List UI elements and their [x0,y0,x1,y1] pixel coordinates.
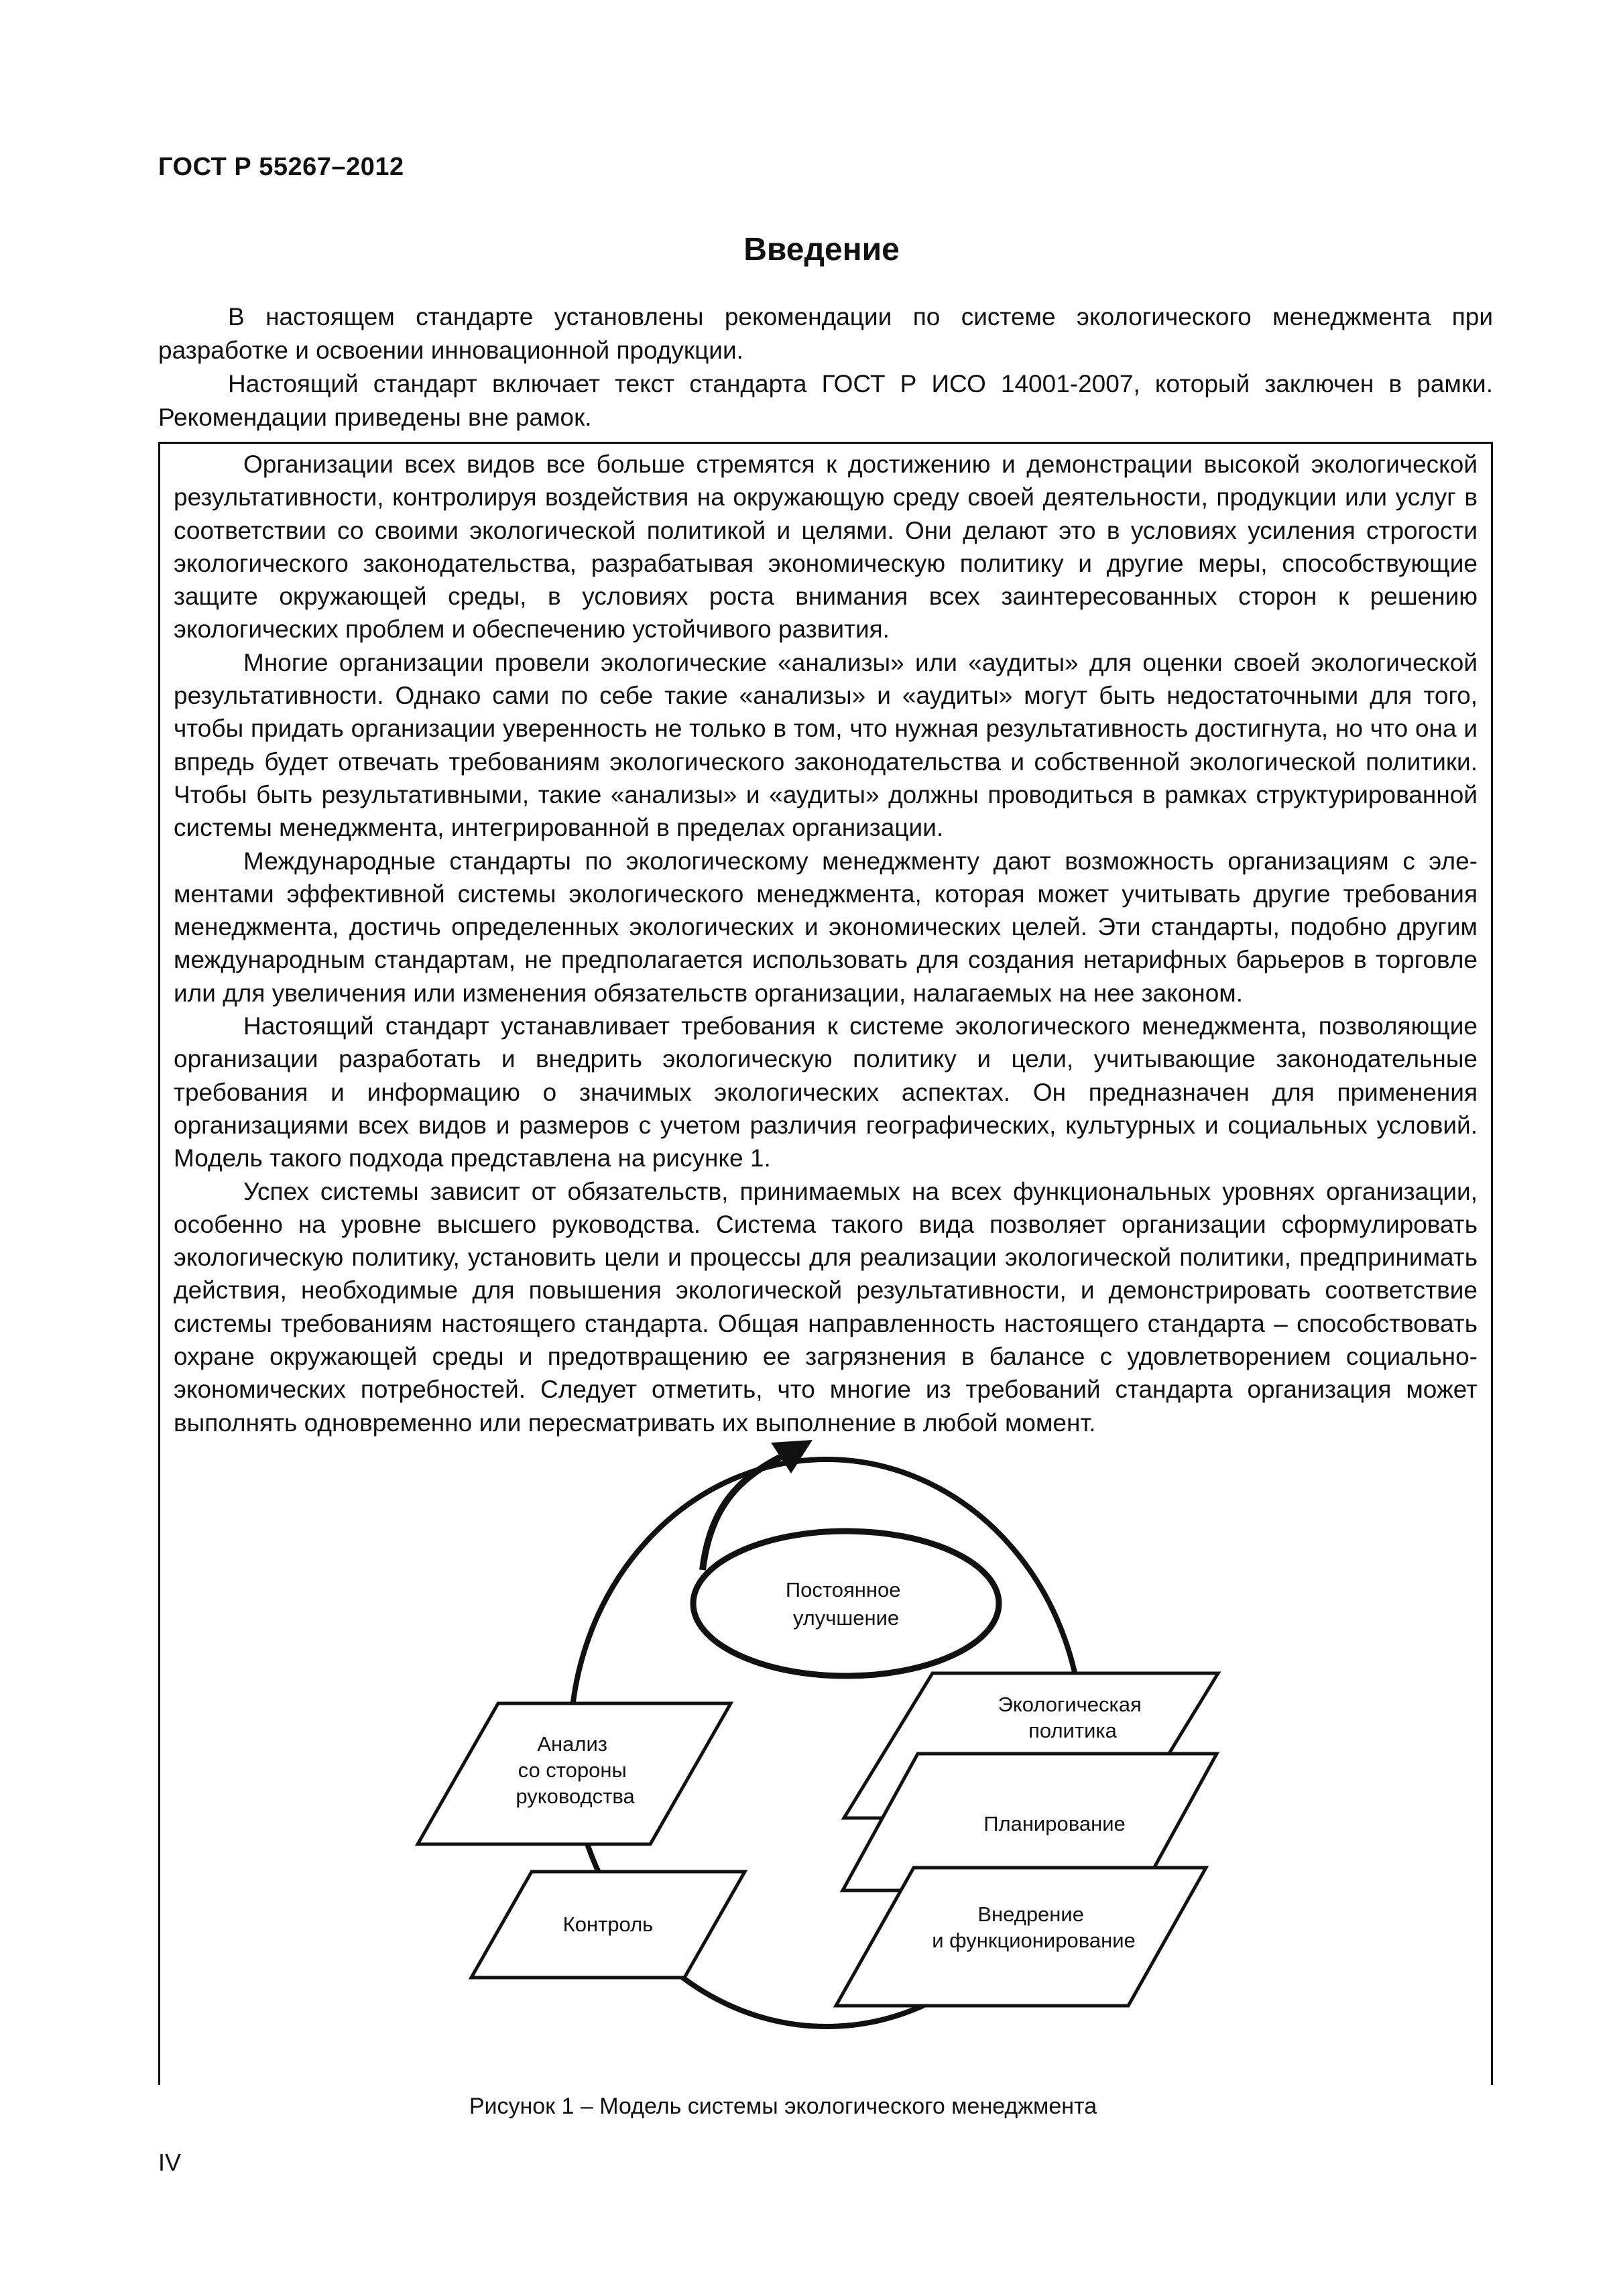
intro-paragraph: Настоящий стандарт включает текст стандарта ГОСТ Р ИСО 14001-2007, который заключен в рамки. Рекомендации приведены вне рамок. [158,370,1493,431]
page-title: Введение [743,232,900,267]
document-code: ГОСТ Р 55267–2012 [158,153,404,181]
page-number: IV [158,2149,182,2176]
framed-paragraph: Успех системы зависит от обязательств, принимаемых на всех функциональных уровнях организации, особенно на уровне высшего руководства. Система такого вида позволяет организации сформулировать экологическую политику, установить цели и процессы для реализации экологической политики, предпринимать действия, необходимые для повышения экологической результативности, и демонстрировать соответствие системы требованиям настоящего стандарта. Общая направленность настоящего стандарта – способствовать охране окружающей среды и предотвращению ее загрязнения в балансе с удовлетворением социально-экономических потребностей. Следует отметить, что многие из требований стандарта организация может выполнять одновременно или пересматривать их выполнение в любой момент. [174,1177,1478,1437]
framed-paragraph: Международные стандарты по экологическому менеджменту дают возможность организациям с элементами эффективной системы экологического менеджмента, которая может учитывать другие требования менеджмента, достичь определенных экологических и экономических целей. Эти стандарты, подобно другим международным стандартам, не предполагается использовать для создания нетарифных барьеров в торговле или для увеличения или изменения обязательств организации, налагаемых на нее законом. [174,847,1478,1007]
intro-paragraph: В настоящем стандарте установлены рекомендации по системе экологического менеджмента при разработке и освоении инновационной продукции. [158,303,1493,364]
framed-paragraph: Организации всех видов все больше стремятся к достижению и демонстрации высокой экологической результативности, контролируя воздействия на окружающую среду своей деятельности, продукции или услуг в соответствии со своими экологической политикой и целями. Они делают это в условиях усиления строгости экологического законодательства, разрабатывая экономическую политику и другие меры, способствующие защите окружающей среды, в условиях роста внимания всех заинтересованных сторон к решению экологических проблем и обеспечению устойчивого развития. [174,450,1478,644]
framed-paragraph: Настоящий стандарт устанавливает требования к системе экологического менеджмента, позволяющие организации разработать и внедрить экологическую политику и цели, учитывающие законодательные требования и информацию о значимых экологических аспектах. Он предназначен для применения организациями всех видов и размеров с учетом различия географических, культурных и социальных условий. Модель такого подхода представлена на рисунке 1. [174,1012,1478,1172]
planning-label: Планирование [983,1812,1126,1835]
control-label: Контроль [562,1913,654,1936]
continual-improvement-node [693,1531,999,1676]
management-review-label: Анализ со стороны руководства [516,1732,635,1808]
environmental-policy-label: Экологическая политика [998,1693,1142,1742]
implementation-label: Внедрение и функционирование [932,1902,1136,1952]
continual-improvement-label: Постоянное улучшение [785,1578,901,1630]
framed-paragraph: Многие организации провели экологические «анализы» или «аудиты» для оценки своей экологической результативности. Однако сами по себе такие «анализы» и «аудиты» могут быть недостаточными для того, чтобы придать организации уверенность не только в том, что нужная результативность достигнута, но что она и впредь будет отвечать требованиям экологического законодательства и собственной экологической политики. Чтобы быть результативными, такие «анализы» и «аудиты» должны проводиться в рамках структурированной системы менеджмента, интегрированной в пределах организации. [174,648,1478,842]
figure-caption: Рисунок 1 – Модель системы экологического менеджмента [469,2094,1097,2119]
